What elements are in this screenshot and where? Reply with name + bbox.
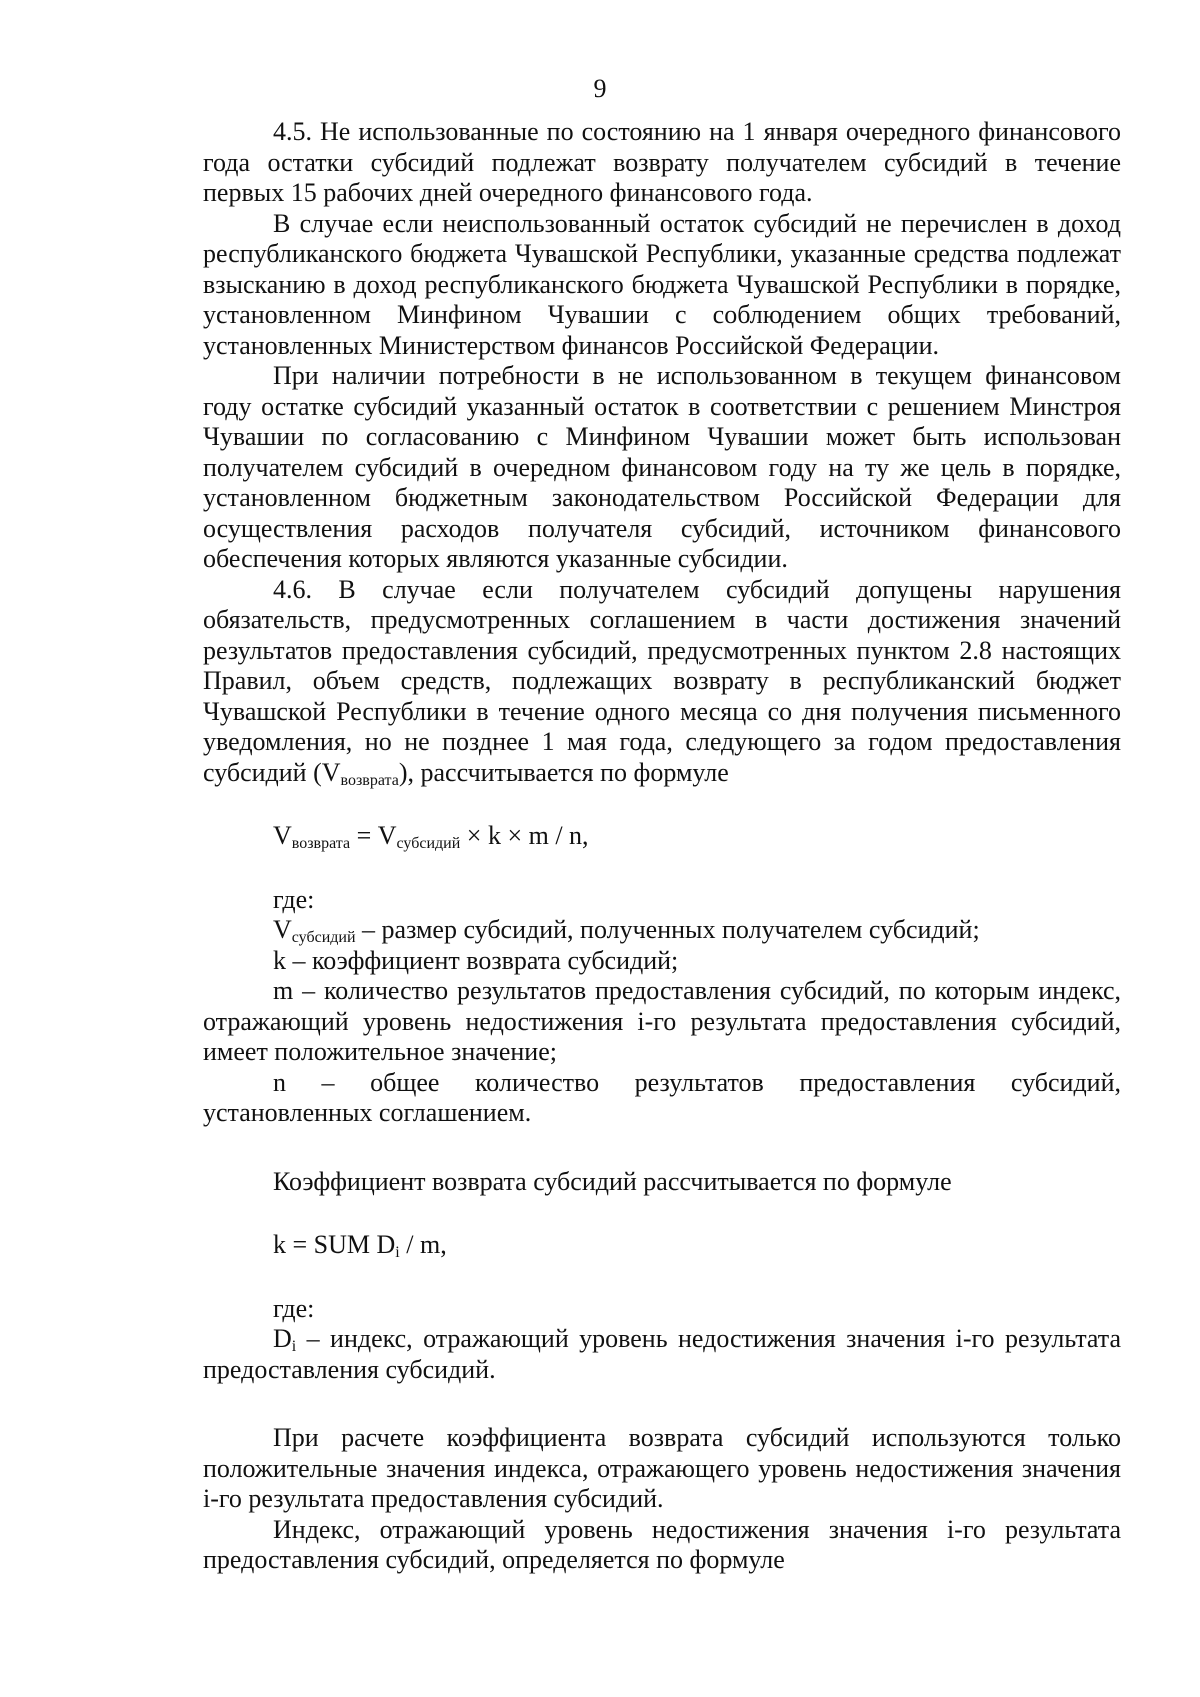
where-label-2: где: xyxy=(273,1293,315,1323)
where-label-1: где: xyxy=(273,884,315,914)
definition-n: n – общее количество результатов предоставления субсидий, установленных соглашением. xyxy=(203,1067,1121,1127)
paragraph-remainder-use: При наличии потребности в не использованном в текущем финансовом году остатке субсидий указанный остаток в соответствии с решением Минстроя Чувашии по согласованию с Минфином Чувашии может быть использован получателем субсидий в очередном финансовом году на ту же цель в порядке, установленном бюджетным законодательством Российской Федерации для осуществления расходов получателя субсидий, источником финансового обеспечения которых являются указанные субсидии. xyxy=(203,361,1121,573)
paragraph-4-6-sub: возврата xyxy=(340,771,399,789)
document-body xyxy=(203,117,1121,1576)
coefficient-intro: Коэффициент возврата субсидий рассчитывается по формуле xyxy=(273,1166,952,1196)
formula-return-volume xyxy=(203,821,1121,852)
definition-m: m – количество результатов предоставления субсидий, по которым индекс, отражающий уровень недостижения i-го результата предоставления субсидий, имеет положительное значение; xyxy=(203,976,1121,1066)
formula2-post: / m, xyxy=(399,1230,447,1259)
def-d-text: – индекс, отражающий уровень недостижения значения i-го результата предоставления субсидий. xyxy=(203,1324,1121,1384)
definition-k: k – коэффициент возврата субсидий; xyxy=(273,945,679,975)
paragraph-unused-remainder: В случае если неиспользованный остаток субсидий не перечислен в доход республиканского бюджета Чувашской Республики, указанные средства подлежат взысканию в доход республиканского бюджета Чувашской Республики в порядке, установленном Минфином Чувашии с соблюдением общих требований, установленных Министерством финансов Российской Федерации. xyxy=(203,208,1121,360)
paragraph-positive-values: При расчете коэффициента возврата субсидий используются только положительные значения индекса, отражающего уровень недостижения значения i-го результата предоставления субсидий. xyxy=(203,1423,1121,1513)
formula-v: V xyxy=(273,821,292,850)
page-number: 9 xyxy=(593,74,607,103)
formula-sub-return: возврата xyxy=(291,835,351,852)
def-d-letter: D xyxy=(273,1324,292,1353)
formula-rest: × k × m / n, xyxy=(460,821,589,850)
paragraph-4-6-text: 4.6. В случае если получателем субсидий допущены нарушения обязательств, предусмотренных соглашением в части достижения значений результатов предоставления субсидий, предусмотренных пунктом 2.8 настоящих Правил, объем средств, подлежащих возврату в республиканский бюджет Чувашской Республики в течение одного месяца со дня получения письменного уведомления, но не позднее 1 мая года, следующего за годом предоставления субсидий (V xyxy=(203,574,1121,787)
def-v-text: – размер субсидий, полученных получателем субсидий; xyxy=(355,915,980,944)
formula2-sub: i xyxy=(395,1244,400,1261)
definition-v-subsidy xyxy=(203,915,1121,946)
paragraph-index-formula: Индекс, отражающий уровень недостижения значения i-го результата предоставления субсидий, определяется по формуле xyxy=(203,1514,1121,1574)
def-d-sub: i xyxy=(291,1338,297,1355)
paragraph-4-5: 4.5. Не использованные по состоянию на 1 января очередного финансового года остатки субсидий подлежат возврату получателем субсидий в течение первых 15 рабочих дней очередного финансового года. xyxy=(203,117,1121,207)
def-v-letter: V xyxy=(273,915,292,944)
formula-eq: = V xyxy=(350,821,397,850)
definition-d xyxy=(203,1324,1121,1385)
def-v-sub: субсидий xyxy=(291,929,356,946)
formula-coefficient xyxy=(203,1230,1121,1261)
paragraph-4-6-tail: ), рассчитывается по формуле xyxy=(398,757,729,787)
paragraph-4-6 xyxy=(203,575,1121,789)
formula-sub-subsidy: субсидий xyxy=(396,835,461,852)
formula2-pre: k = SUM D xyxy=(273,1230,396,1259)
